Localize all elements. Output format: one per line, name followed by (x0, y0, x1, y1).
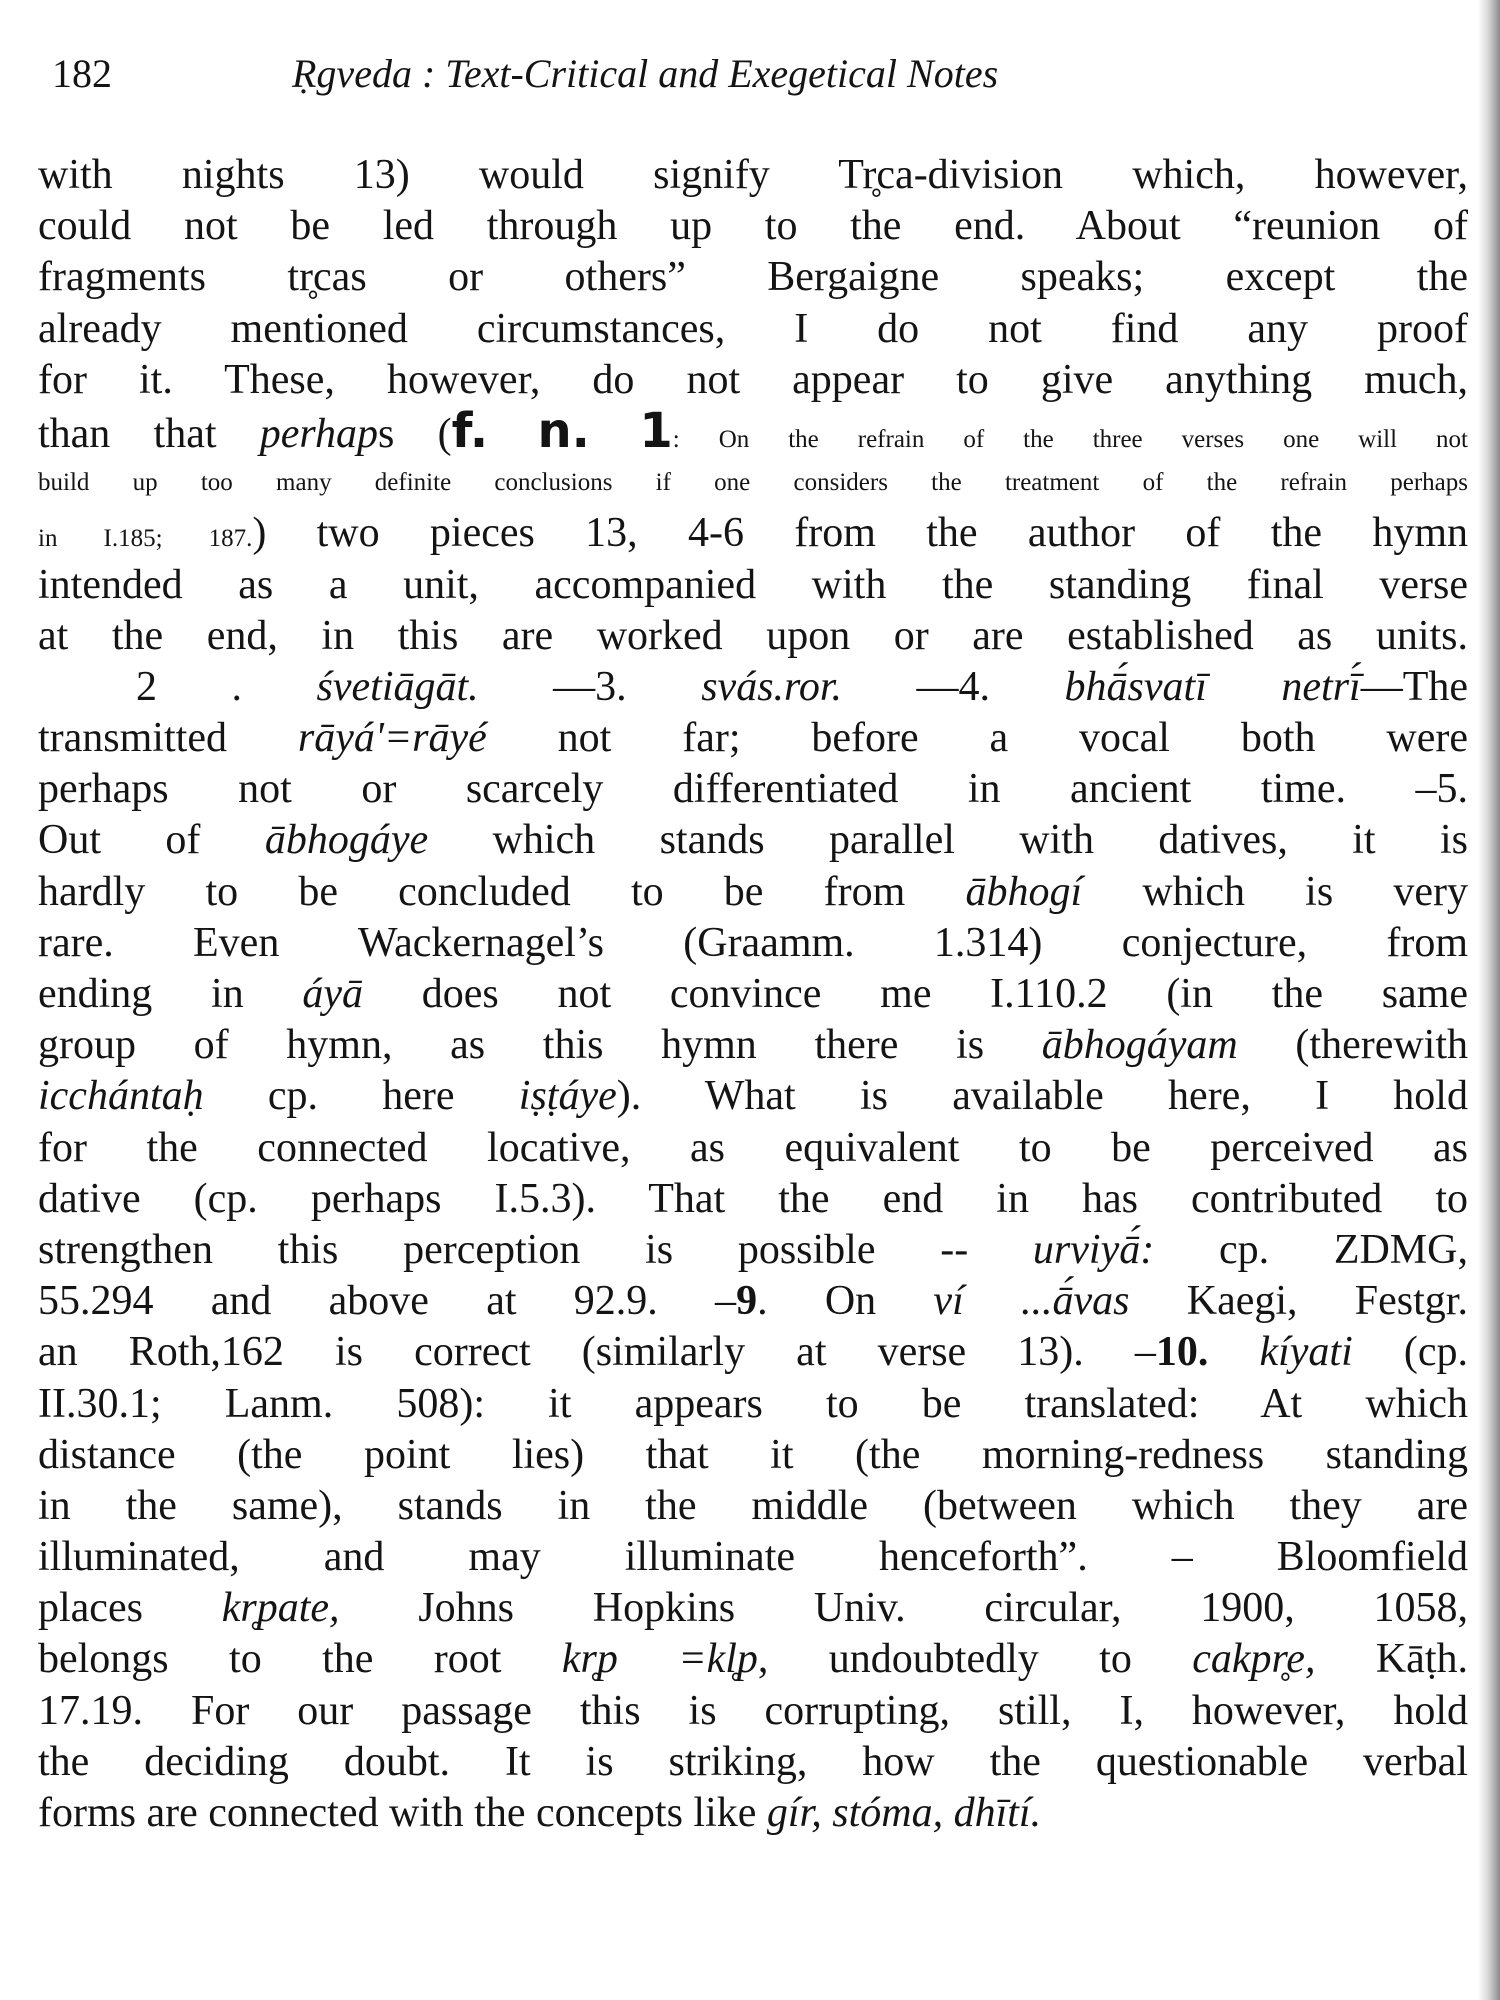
footnote-marker: f. n. 1 (451, 405, 673, 458)
text-line: Out of ābhogáye which stands parallel with datives, it is (38, 817, 1468, 864)
text-line: rare. Even Wackernagel’s (Graamm. 1.314) conjecture, from (38, 919, 1468, 966)
text-line: group of hymn, as this hymn there is ābhogáyam (therewith (38, 1022, 1468, 1069)
paragraph-start: 2 . śvetiāgāt. —3. svás.ror. —4. bhā́svatī netrī́—The (136, 663, 1468, 710)
text-line: 17.19. For our passage this is corrupting, still, I, however, hold (38, 1687, 1468, 1734)
text-line: for the connected locative, as equivalent to be perceived as (38, 1124, 1468, 1171)
text-line: II.30.1; Lanm. 508): it appears to be translated: At which (38, 1380, 1468, 1427)
text-line: icchántaḥ cp. here iṣṭáye). What is available here, I hold (38, 1073, 1468, 1120)
text-line: distance (the point lies) that it (the morning-redness standing (38, 1431, 1468, 1478)
running-title: Ṛgveda : Text-Critical and Exegetical Notes (292, 51, 999, 96)
text-line: transmitted rāyá'=rāyé not far; before a vocal both were (38, 715, 1468, 762)
page-number: 182 (52, 51, 112, 96)
text-line: than that perhaps (f. n. 1: On the refrain of the three verses one will not (38, 406, 1468, 457)
text-line: in I.185; 187.) two pieces 13, 4-6 from the author of the hymn (38, 510, 1468, 557)
text-line: illuminated, and may illuminate henceforth”. – Bloomfield (38, 1534, 1468, 1581)
text-line: the deciding doubt. It is striking, how the questionable verbal (38, 1738, 1468, 1785)
text-line: fragments tr̥cas or others” Bergaigne speaks; except the (38, 254, 1468, 301)
text-line: forms are connected with the concepts like gír, stóma, dhītí. (38, 1790, 1042, 1836)
text-line: dative (cp. perhaps I.5.3). That the end in has contributed to (38, 1175, 1468, 1222)
text-line: in the same), stands in the middle (between which they are (38, 1482, 1468, 1529)
text-line: hardly to be concluded to be from ābhogí which is very (38, 868, 1468, 915)
text-line: an Roth,162 is correct (similarly at verse 13). –10. kíyati (cp. (38, 1329, 1468, 1376)
text-line: 55.294 and above at 92.9. –9. On ví ...ā́vas Kaegi, Festgr. (38, 1278, 1468, 1325)
page-header (52, 48, 1452, 100)
text-line: belongs to the root kr̥p =kl̥p, undoubtedly to cakpr̥e, Kāṭh. (38, 1636, 1468, 1683)
inline-footnote: : On the refrain of the three verses one will not (672, 425, 1468, 453)
text-line: ending in áyā does not convince me I.110.2 (in the same (38, 971, 1468, 1017)
inline-footnote: in I.185; 187. (38, 525, 253, 553)
text-line: strengthen this perception is possible -- urviyā́: cp. ZDMG, (38, 1226, 1468, 1273)
text-line: places kr̥pate, Johns Hopkins Univ. circular, 1900, 1058, (38, 1585, 1468, 1632)
body-text (38, 150, 1468, 1839)
text-line: intended as a unit, accompanied with the standing final verse (38, 561, 1468, 608)
text-line: could not be led through up to the end. About “reunion of (38, 203, 1468, 250)
text-line: at the end, in this are worked upon or are established as units. (38, 612, 1468, 659)
text-line: with nights 13) would signify Tr̥ca-division which, however, (38, 152, 1468, 198)
text-line: already mentioned circumstances, I do not find any proof (38, 305, 1468, 352)
inline-footnote: build up too many definite conclusions if one considers the treatment of the refrain perhaps (38, 469, 1468, 497)
page-edge-shadow (1478, 0, 1500, 2000)
text-line: for it. These, however, do not appear to give anything much, (38, 356, 1468, 403)
text-line: perhaps not or scarcely differentiated in ancient time. –5. (38, 766, 1468, 813)
